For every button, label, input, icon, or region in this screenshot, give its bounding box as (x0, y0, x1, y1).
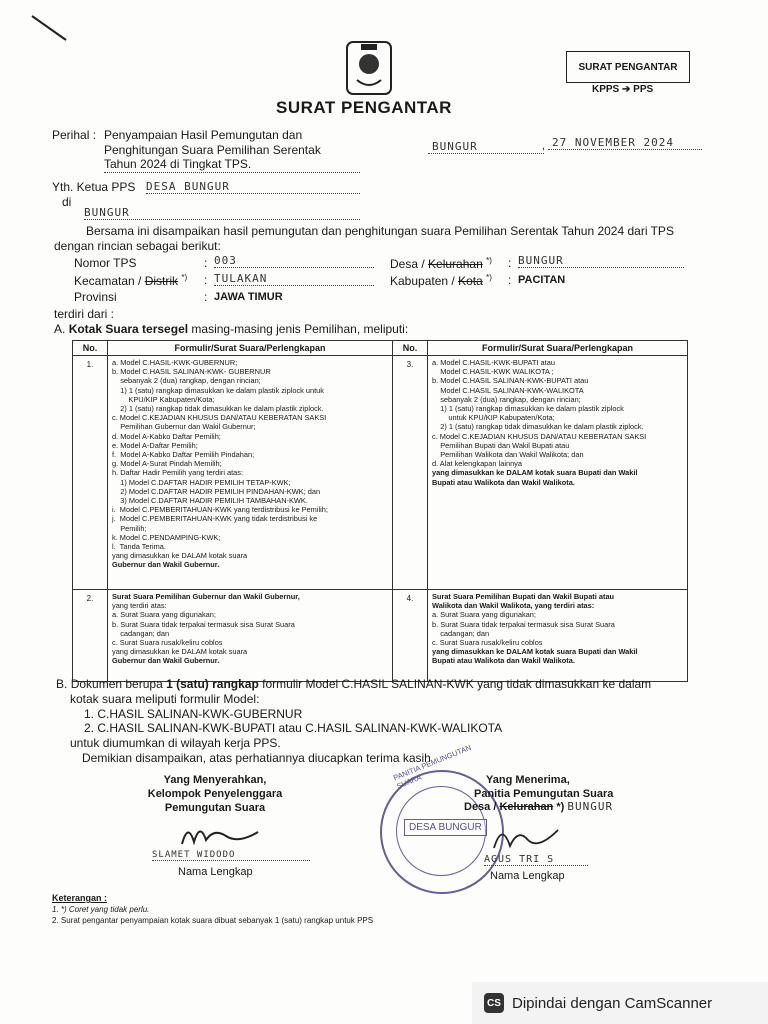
section-a-prefix: A. (54, 322, 66, 336)
sign-right-line1: Yang Menerima, (486, 774, 570, 786)
section-a-rest: masing-masing jenis Pemilihan, meliputi: (191, 322, 409, 336)
provinsi-colon: : (204, 290, 208, 304)
list-item: 2) 1 (satu) rangkap tidak dimasukkan ke dalam plastik ziplock. (112, 404, 324, 414)
table-row (73, 590, 688, 682)
desa-label (390, 256, 492, 271)
section-b-item2: 2. C.HASIL SALINAN-KWK-BUPATI atau C.HASIL SALINAN-KWK-WALIKOTA (84, 721, 503, 735)
row-no: 3. (393, 356, 428, 590)
sign-right-line2: Panitia Pemungutan Suara (474, 788, 614, 800)
list-item: i. Model C.PEMBERITAHUAN-KWK yang terdistribusi ke Pemilih; (112, 505, 328, 515)
list-item: Walikota dan Wakil Walikota, yang terdiri atas: (432, 601, 595, 611)
list-item: Surat Suara Pemilihan Gubernur dan Wakil Gubernur, (112, 592, 300, 601)
section-b-text1: Dokumen berupa (70, 677, 163, 691)
keterangan-note2: 2. Surat pengantar penyampaian kotak suara dibuat sebanyak 1 (satu) rangkap untuk PPS (52, 916, 374, 925)
list-item: k. Model C.PENDAMPING-KWK; (112, 532, 221, 542)
list-item: g. Model A-Surat Pindah Memilih; (112, 459, 222, 469)
badge-subtitle: KPPS ➔ PPS (592, 84, 654, 95)
row-content-left (108, 590, 393, 682)
sign-left-line3: Pemungutan Suara (164, 802, 266, 814)
kabupaten-label (390, 273, 492, 288)
intro-paragraph: Bersama ini disampaikan hasil pemungutan dan penghitungan suara Pemilihan Serentak Tahun 2024 dari TPS dengan rincian sebagai berikut: (54, 224, 674, 253)
keterangan-title: Keterangan : (52, 893, 108, 903)
table-row (73, 356, 688, 590)
sign-right-block (474, 773, 614, 801)
nomor-tps-colon: : (204, 256, 208, 270)
perihal-line2: Penghitungan Suara Pemilihan Serentak (104, 142, 321, 157)
section-b-bold: 1 (satu) rangkap (166, 677, 259, 691)
header-no-left: No. (73, 341, 108, 356)
list-item: cadangan; dan (432, 628, 490, 638)
row-content-right (428, 590, 688, 682)
list-item: yang dimasukkan ke DALAM kotak suara Bupati dan Wakil (432, 647, 638, 657)
header-formulir-left: Formulir/Surat Suara/Perlengkapan (108, 341, 393, 356)
camscanner-watermark (472, 982, 768, 1024)
sign-right-name-label: Nama Lengkap (490, 870, 565, 882)
list-item: sebanyak 2 (dua) rangkap, dengan rincian; (432, 394, 581, 404)
perihal-label: Perihal : (52, 128, 97, 142)
stamp-label: DESA BUNGUR (404, 819, 487, 836)
kpu-logo-icon (343, 40, 395, 98)
kecamatan-label-text: Kecamatan / (74, 274, 142, 288)
list-item: sebanyak 2 (dua) rangkap, dengan rincian; (112, 376, 261, 386)
kecamatan-label (74, 273, 187, 288)
list-item: a. Surat Suara yang digunakan; (432, 610, 536, 620)
badge-title: SURAT PENGANTAR (578, 61, 678, 73)
list-item: Pemilihan Walikota dan Wakil Walikota; dan (432, 450, 584, 460)
kecamatan-value: TULAKAN (214, 272, 374, 286)
list-item: 1) 1 (satu) rangkap dimasukkan ke dalam plastik ziplock untuk (112, 385, 324, 395)
list-item: c. Model C.KEJADIAN KHUSUS DAN/ATAU KEBERATAN SAKSI (112, 413, 327, 423)
sign-left-block (120, 773, 310, 815)
list-item: untuk KPU/KIP Kabupaten/Kota; (432, 413, 555, 423)
kabupaten-value: PACITAN (518, 274, 566, 286)
di-field: BUNGUR (84, 206, 360, 220)
nomor-tps-value: 003 (214, 254, 374, 268)
terdiri-label: terdiri dari : (54, 307, 115, 321)
section-a-heading (54, 322, 408, 336)
sign-right-line3 (464, 800, 613, 813)
sign-left-line2: Kelompok Penyelenggara (147, 788, 283, 800)
sign-right-desa: Desa / (464, 801, 497, 813)
list-item: l. Tanda Terima. (112, 542, 166, 552)
kabupaten-footnote: *) (486, 273, 492, 282)
row-content-left (108, 356, 393, 590)
list-item: a. Surat Suara yang digunakan; (112, 610, 216, 620)
signature-left-icon (178, 818, 268, 852)
kelurahan-struck: Kelurahan (428, 257, 483, 271)
row-no: 1. (73, 356, 108, 590)
list-item: b. Model C.HASIL SALINAN-KWK-BUPATI atau (432, 376, 589, 386)
list-item: b. Surat Suara tidak terpakai termasuk sisa Surat Suara (432, 619, 615, 629)
list-item: c. Model C.KEJADIAN KHUSUS DAN/ATAU KEBERATAN SAKSI (432, 431, 647, 441)
section-b-line2: kotak suara meliputi formulir Model: (70, 692, 260, 706)
list-item: e. Model A-Daftar Pemilih; (112, 440, 198, 450)
perihal-line3: Tahun 2024 di Tingkat TPS. (104, 157, 360, 173)
list-item: 1) Model C.DAFTAR HADIR PEMILIH TETAP-KWK; (112, 477, 291, 487)
list-item: j. Model C.PEMBERITAHUAN-KWK yang tidak terdistribusi ke (112, 514, 318, 524)
yth-field: DESA BUNGUR (146, 180, 360, 194)
list-item: Pemilihan Bupati dan Wakil Bupati atau (432, 440, 570, 450)
list-item: 2) 1 (satu) rangkap tidak dimasukkan ke dalam plastik ziplock. (432, 422, 644, 432)
list-item: yang dimasukkan ke DALAM kotak suara (112, 647, 248, 657)
list-item: b. Surat Suara tidak terpakai termasuk sisa Surat Suara (112, 619, 295, 629)
list-item: Model C.HASIL-KWK WALIKOTA ; (432, 367, 554, 377)
page-title: SURAT PENGANTAR (276, 98, 452, 117)
list-item: KPU/KIP Kabupaten/Kota; (112, 394, 215, 404)
list-item: b. Model C.HASIL SALINAN-KWK- GUBERNUR (112, 367, 271, 377)
kecamatan-footnote: *) (181, 273, 188, 282)
perihal-line1: Penyampaian Hasil Pemungutan dan (104, 128, 303, 142)
provinsi-value: JAWA TIMUR (214, 291, 283, 303)
perihal-text (104, 128, 360, 173)
list-item: yang dimasukkan ke DALAM kotak suara (112, 551, 248, 561)
list-item: Surat Suara Pemilihan Bupati dan Wakil Bupati atau (432, 592, 615, 601)
sign-right-desa-hand: BUNGUR (567, 800, 614, 813)
sign-left-name-label: Nama Lengkap (178, 866, 253, 878)
yth-label: Yth. Ketua PPS (52, 180, 136, 194)
stamp-ring-text: PANITIA PEMUNGUTAN SUARA (392, 742, 473, 791)
kabupaten-label-text: Kabupaten / (390, 274, 455, 288)
kotak-suara-table (72, 340, 688, 682)
table-header-row (73, 341, 688, 356)
list-item: Bupati atau Walikota dan Wakil Walikota. (432, 477, 575, 487)
section-b-prefix: B. (56, 677, 68, 691)
section-b-line3: untuk diumumkan di wilayah kerja PPS. (70, 736, 281, 750)
date-field: 27 NOVEMBER 2024 (548, 136, 702, 150)
kecamatan-colon: : (204, 273, 208, 287)
badge-box (566, 51, 690, 83)
place-field: BUNGUR (428, 140, 544, 154)
sign-right-kelurahan-struck: Kelurahan (499, 801, 554, 813)
row-no: 4. (393, 590, 428, 682)
section-b-text2: formulir Model C.HASIL SALINAN-KWK yang tidak dimasukkan ke dalam (262, 677, 652, 691)
list-item: c. Surat Suara rusak/keliru coblos (432, 638, 543, 648)
sign-right-name: AGUS TRI S (484, 854, 588, 866)
list-item: 2) Model C.DAFTAR HADIR PEMILIH PINDAHAN-KWK; dan (112, 486, 321, 496)
signature-right-icon (488, 820, 568, 854)
list-item: yang terdiri atas: (112, 601, 167, 611)
list-item: 3) Model C.DAFTAR HADIR PEMILIH TAMBAHAN-KWK. (112, 496, 308, 506)
camscanner-text: Dipindai dengan CamScanner (512, 994, 713, 1012)
desa-footnote: *) (486, 256, 492, 265)
header-no-right: No. (393, 341, 428, 356)
desa-colon: : (508, 256, 512, 270)
list-item: Gubernur dan Wakil Gubernur. (112, 656, 220, 666)
list-item: Bupati atau Walikota dan Wakil Walikota. (432, 656, 575, 666)
list-item: c. Surat Suara rusak/keliru coblos (112, 638, 223, 648)
list-item: Model C.HASIL SALINAN-KWK-WALIKOTA (432, 385, 584, 395)
list-item: h. Daftar Hadir Pemilih yang terdiri atas: (112, 468, 244, 478)
sign-left-line1: Yang Menyerahkan, (163, 774, 267, 786)
row-no: 2. (73, 590, 108, 682)
row-content-right (428, 356, 688, 590)
list-item: Gubernur dan Wakil Gubernur. (112, 560, 220, 570)
header-formulir-right: Formulir/Surat Suara/Perlengkapan (428, 341, 688, 356)
list-item: a. Model C.HASIL-KWK-BUPATI atau (432, 358, 555, 367)
kabupaten-colon: : (508, 273, 512, 287)
kota-struck: Kota (458, 274, 483, 288)
nomor-tps-label: Nomor TPS (74, 256, 137, 270)
list-item: 1) 1 (satu) rangkap dimasukkan ke dalam plastik ziplock (432, 404, 624, 414)
sign-right-footnote: *) (556, 801, 565, 813)
section-b-line1 (56, 677, 651, 691)
closing-text: Demikian disampaikan, atas perhatiannya diucapkan terima kasih (82, 751, 431, 765)
list-item: d. Model A-Kabko Daftar Pemilih; (112, 431, 221, 441)
sign-left-name: SLAMET WIDODO (152, 850, 310, 861)
list-item: Pemilihan Gubernur dan Wakil Gubernur; (112, 422, 256, 432)
section-b-item1: 1. C.HASIL SALINAN-KWK-GUBERNUR (84, 707, 303, 721)
list-item: Pemilih; (112, 523, 147, 533)
keterangan-note1: 1. *) Coret yang tidak perlu. (52, 905, 150, 914)
di-label: di (62, 195, 72, 209)
desa-label-text: Desa / (390, 257, 425, 271)
list-item: cadangan; dan (112, 628, 170, 638)
distrik-struck: Distrik (144, 274, 179, 288)
comma: , (542, 140, 546, 152)
section-a-bold: Kotak Suara tersegel (68, 322, 189, 336)
list-item: a. Model C.HASIL-KWK-GUBERNUR; (112, 358, 238, 367)
list-item: yang dimasukkan ke DALAM kotak suara Bupati dan Wakil (432, 468, 638, 478)
list-item: f. Model A-Kabko Daftar Pemilih Pindahan; (112, 450, 255, 460)
camscanner-icon: CS (484, 993, 504, 1013)
corner-mark-icon (30, 14, 70, 44)
provinsi-label: Provinsi (74, 290, 117, 304)
list-item: d. Alat kelengkapan lainnya (432, 459, 522, 469)
desa-value: BUNGUR (518, 254, 684, 268)
